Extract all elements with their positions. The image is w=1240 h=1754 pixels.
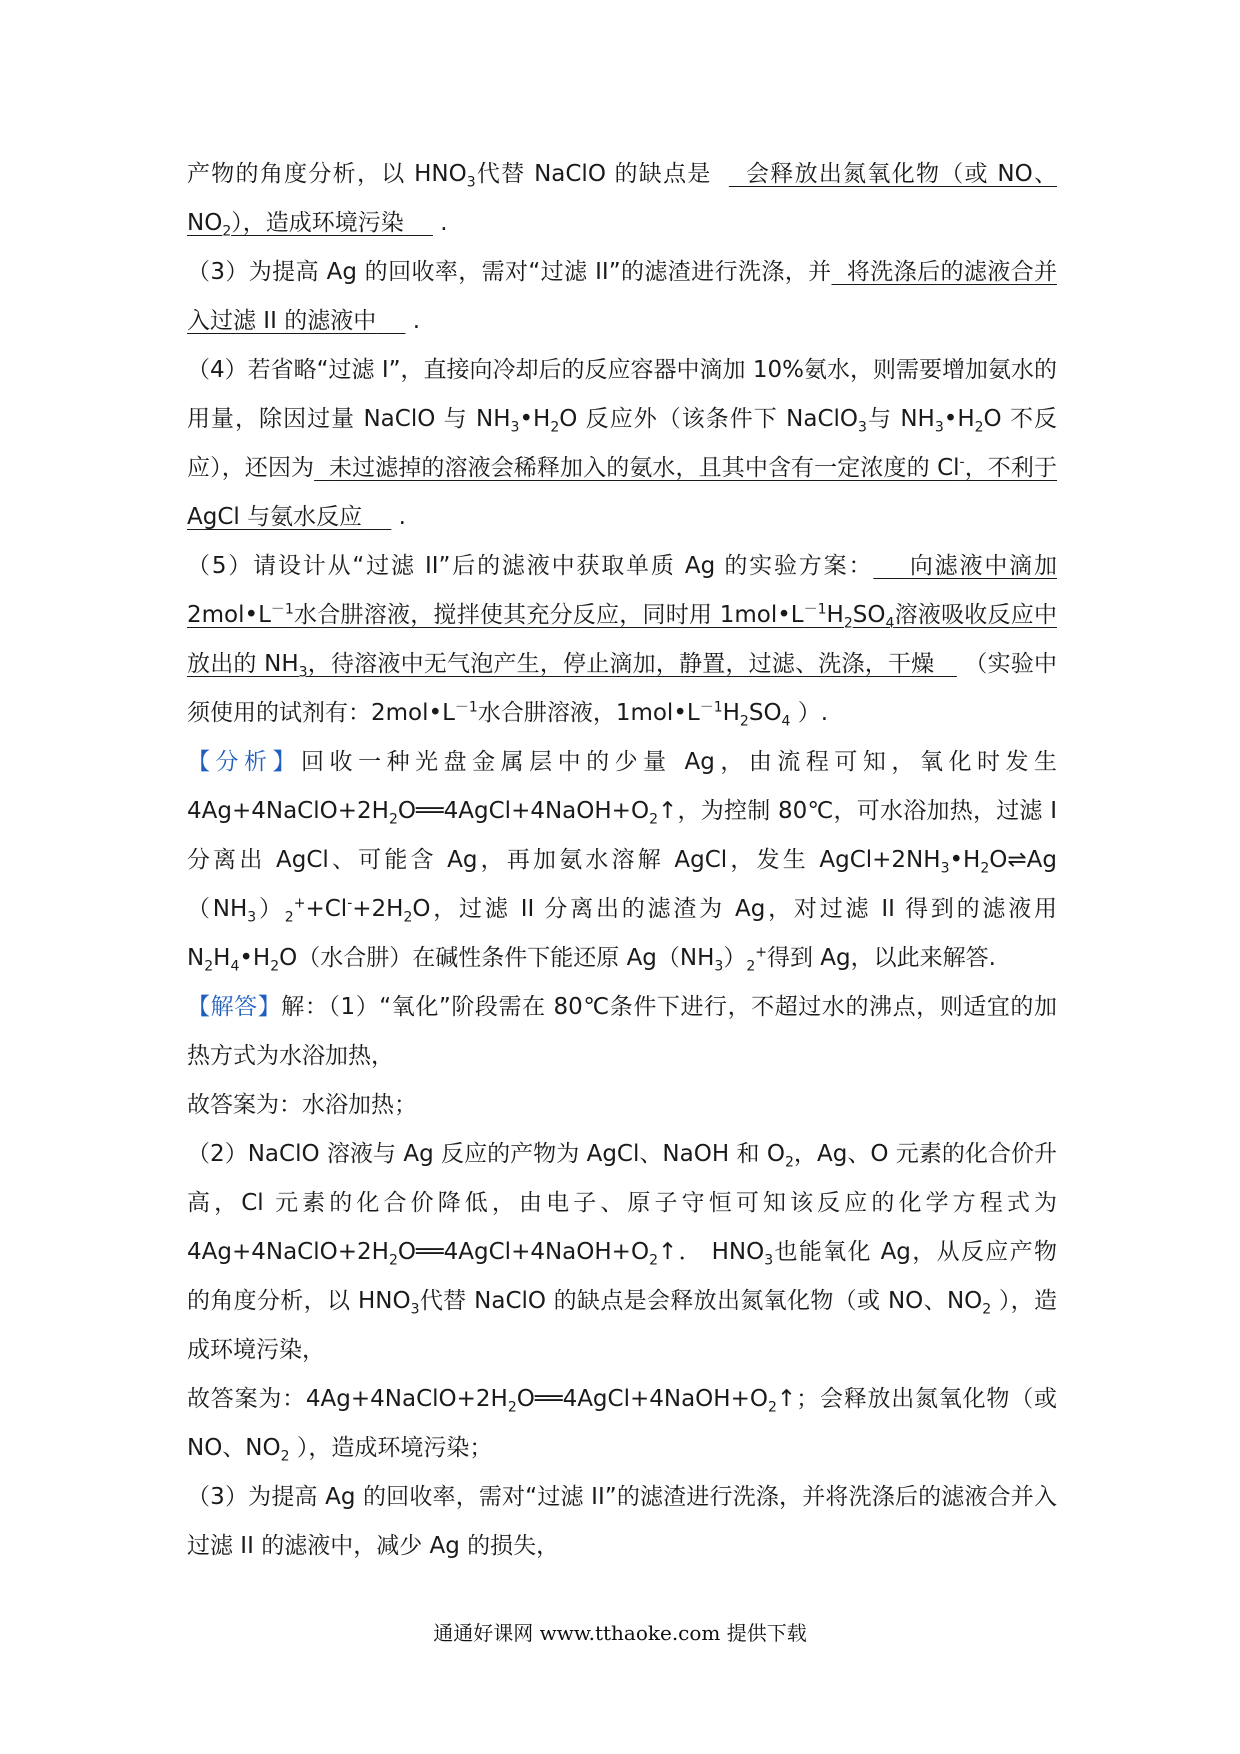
solution-section: 【解答】解：（1）“氧化”阶段需在 80℃条件下进行，不超过水的沸点，则适宜的加热方式为水浴加热， xyxy=(187,994,1058,1069)
fill-blank-answer: 将洗涤后的滤液合并入过滤 II 的滤液中 xyxy=(187,259,1057,334)
fill-blank-answer: 会释放出氮氧化物（或 NO、$NO_2$），造成环境污染 xyxy=(187,161,1057,240)
fill-blank-answer: 向滤液中滴加 $2mol•L^{-1}$水合肼溶液，搅拌使其充分反应，同时用 $1mol•L^{-1}H_2SO_4$溶液吸收反应中放出的 $NH_3$，待溶液中无气泡产生，停止滴加，静置，过滤、洗涤，干燥 xyxy=(187,553,1058,681)
question-5: （5）请设计从“过滤 II”后的滤液中获取单质 Ag 的实验方案： 向滤液中滴加 $2mol•L^{-1}$水合肼溶液，搅拌使其充分反应，同时用 $1mol•L^{-1}H_2SO_4$溶液吸收反应中放出的 $NH_3$，待溶液中无气泡产生，停止滴加，静置，过滤、洗涤，干燥 （实验中须使用的试剂有：$2mol•L^{-1}$水合肼溶液，$1mol•L^{-1}H_2SO_4$ ）. xyxy=(187,553,1058,730)
document-body xyxy=(187,150,1057,1571)
question-4: （4）若省略“过滤 I”，直接向冷却后的反应容器中滴加 10%氨水，则需要增加氨水的用量，除因过量 NaClO 与 $NH_3•H_2O$ 反应外（该条件下 NaClO$_3$与 $NH_3•H_2O$ 不反应），还因为 未过滤掉的溶液会稀释加入的氨水，且其中含有一定浓度的 Cl-，不利于 AgCl 与氨水反应 . xyxy=(187,357,1058,530)
analysis-section: 【分析】回收一种光盘金属层中的少量 Ag，由流程可知，氧化时发生 $4Ag+4NaClO+2H_2O══4AgCl+4NaOH+O_2↑$，为控制 80℃，可水浴加热，过滤 I 分离出 AgCl、可能含 Ag，再加氨水溶解 AgCl，发生 $AgCl+2NH_3•H_2O\rightleftharpoons Ag(NH_3)_2^++Cl^-+2H_2O$，过滤 II 分离出的滤渣为 Ag，对过滤 II 得到的滤液用 $N_2H_4•H_2O$（水合肼）在碱性条件下能还原 $Ag(NH_3)_2^+$得到 Ag，以此来解答. xyxy=(187,749,1058,975)
solution-part-3: （3）为提高 Ag 的回收率，需对“过滤 II”的滤渣进行洗涤，并将洗涤后的滤液合并入过滤 II 的滤液中，减少 Ag 的损失， xyxy=(187,1484,1057,1559)
fill-blank-answer: 未过滤掉的溶液会稀释加入的氨水，且其中含有一定浓度的 Cl-，不利于 AgCl 与氨水反应 xyxy=(187,454,1058,530)
solution-part-2: （2）NaClO 溶液与 Ag 反应的产物为 AgCl、NaOH 和 $O_2$，Ag、O 元素的化合价升高，Cl 元素的化合价降低，由电子、原子守恒可知该反应的化学方程式为 $4Ag+4NaClO+2H_2O══4AgCl+4NaOH+O_2↑$． $HNO_3$也能氧化 Ag，从反应产物的角度分析，以 $HNO_3$代替 NaClO 的缺点是会释放出氮氧化物（或 NO、$NO_2$ ），造成环境污染， xyxy=(187,1141,1058,1363)
answer-2-continuation: 产物的角度分析，以 $HNO_3$代替 NaClO 的缺点是 会释放出氮氧化物（或 NO、$NO_2$），造成环境污染 . xyxy=(187,161,1057,240)
analysis-tag: 【分析】 xyxy=(187,749,302,775)
question-3: （3）为提高 Ag 的回收率，需对“过滤 II”的滤渣进行洗涤，并 将洗涤后的滤液合并入过滤 II 的滤液中 . xyxy=(187,259,1057,334)
page-footer: 通通好课网 www.tthaoke.com 提供下载 xyxy=(433,1621,807,1645)
solution-tag: 【解答】 xyxy=(187,994,282,1020)
solution-answer-1: 故答案为：水浴加热； xyxy=(187,1092,417,1118)
solution-answer-2: 故答案为：$4Ag+4NaClO+2H_2O══4AgCl+4NaOH+O_2↑$；会释放出氮氧化物（或 NO、$NO_2$ ），造成环境污染； xyxy=(187,1386,1057,1465)
